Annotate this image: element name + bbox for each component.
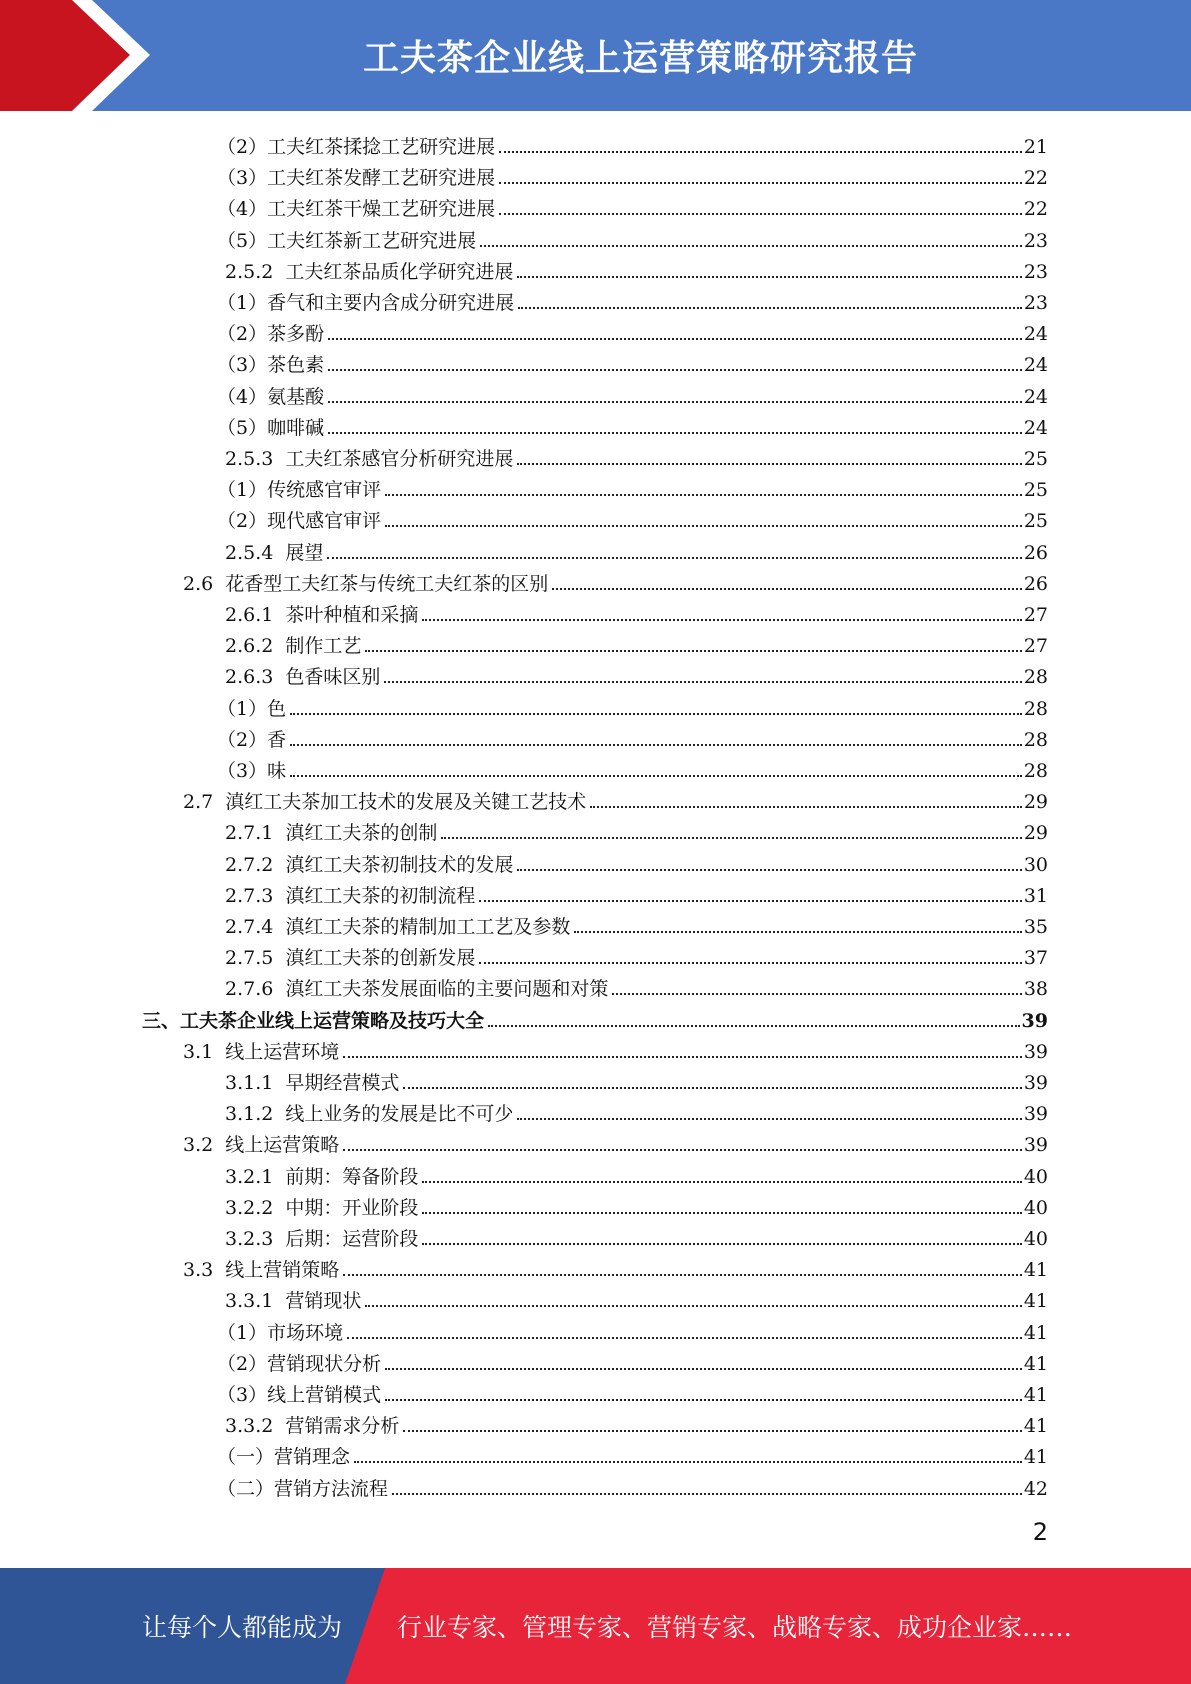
toc-entry-label: 3.2.1 前期：筹备阶段 — [225, 1165, 419, 1188]
toc-entry-page: 23 — [1023, 229, 1048, 252]
toc-entry-page: 26 — [1023, 541, 1048, 564]
toc-entry[interactable] — [217, 721, 1048, 752]
toc-entry-label: （2）营销现状分析 — [217, 1352, 382, 1375]
toc-entry[interactable] — [225, 1220, 1048, 1251]
toc-entry-page: 39 — [1023, 1103, 1048, 1126]
toc-entry[interactable] — [217, 222, 1048, 253]
toc-entry-label: 2.6.3 色香味区别 — [225, 666, 381, 689]
toc-leader-dots — [328, 401, 1022, 403]
toc-entry-label: 3.3.1 营销现状 — [225, 1290, 362, 1313]
toc-entry-page: 31 — [1023, 884, 1048, 907]
toc-entry-page: 28 — [1023, 666, 1048, 689]
toc-entry-label: 3.3.2 营销需求分析 — [225, 1415, 400, 1438]
toc-entry-label: 2.6 花香型工夫红茶与传统工夫红茶的区别 — [183, 572, 549, 595]
toc-leader-dots — [328, 338, 1022, 340]
toc-entry[interactable] — [225, 970, 1048, 1001]
toc-entry-page: 39 — [1023, 1072, 1048, 1094]
toc-entry-page: 22 — [1023, 167, 1048, 190]
toc-entry-label: 2.7.4 滇红工夫茶的精制加工工艺及参数 — [225, 916, 571, 938]
toc-leader-dots — [479, 962, 1021, 964]
toc-entry[interactable] — [225, 846, 1048, 877]
toc-leader-dots — [499, 151, 1022, 153]
toc-entry[interactable] — [225, 1095, 1048, 1126]
toc-entry-label: （一）营销理念 — [217, 1446, 351, 1469]
toc-entry-label: （二）营销方法流程 — [217, 1477, 389, 1500]
toc-leader-dots — [403, 1087, 1021, 1089]
toc-entry[interactable] — [217, 159, 1048, 190]
toc-entry[interactable] — [183, 1251, 1048, 1282]
toc-entry[interactable] — [217, 471, 1048, 502]
toc-entry-label: （2）工夫红茶揉捻工艺研究进展 — [217, 136, 496, 158]
toc-entry-page: 23 — [1023, 292, 1048, 314]
toc-entry[interactable] — [225, 627, 1048, 658]
toc-leader-dots — [384, 681, 1021, 683]
toc-entry-label: （1）市场环境 — [217, 1321, 344, 1344]
toc-entry-page: 25 — [1023, 510, 1048, 533]
toc-leader-dots — [499, 182, 1022, 184]
toc-entry-label: 2.6.1 茶叶种植和采摘 — [225, 604, 419, 626]
report-title: 工夫茶企业线上运营策略研究报告 — [362, 38, 918, 79]
toc-entry-label: （2）香 — [217, 728, 287, 751]
toc-entry-label: 2.7.2 滇红工夫茶初制技术的发展 — [225, 853, 514, 876]
toc-entry-label: 2.7.1 滇红工夫茶的创制 — [225, 822, 438, 845]
toc-leader-dots — [347, 1337, 1022, 1339]
toc-entry-label: 3.1.1 早期经营模式 — [225, 1072, 400, 1094]
toc-leader-dots — [385, 525, 1022, 527]
toc-entry-label: （3）线上营销模式 — [217, 1384, 382, 1406]
toc-entry[interactable] — [225, 814, 1048, 845]
toc-leader-dots — [365, 650, 1021, 652]
toc-entry[interactable] — [217, 1438, 1048, 1469]
toc-entry-label: 2.7.3 滇红工夫茶的初制流程 — [225, 884, 476, 907]
toc-entry-page: 23 — [1023, 260, 1048, 283]
toc-leader-dots — [343, 1274, 1022, 1276]
toc-entry-page: 40 — [1023, 1165, 1048, 1188]
toc-entry-page: 41 — [1023, 1446, 1048, 1469]
toc-entry-page: 38 — [1023, 978, 1048, 1001]
toc-leader-dots — [480, 245, 1022, 247]
toc-entry-label: （3）工夫红茶发酵工艺研究进展 — [217, 167, 496, 190]
toc-leader-dots — [328, 369, 1022, 371]
toc-entry[interactable] — [217, 346, 1048, 377]
toc-entry[interactable] — [183, 1126, 1048, 1157]
footer-slogan-left: 让每个人都能成为 — [142, 1613, 343, 1642]
toc-entry[interactable] — [225, 1064, 1048, 1095]
toc-entry[interactable] — [183, 565, 1048, 596]
toc-entry[interactable] — [217, 1314, 1048, 1345]
toc-leader-dots — [385, 494, 1022, 496]
toc-leader-dots — [327, 557, 1021, 559]
toc-entry-page: 41 — [1023, 1384, 1048, 1406]
toc-leader-dots — [590, 806, 1022, 808]
toc-entry-label: （5）咖啡碱 — [217, 416, 325, 439]
toc-entry[interactable] — [225, 253, 1048, 284]
toc-entry-label: 2.5.4 展望 — [225, 541, 324, 564]
footer-slogan-right: 行业专家、管理专家、营销专家、战略专家、成功企业家…… — [397, 1613, 1073, 1642]
toc-entry-page: 24 — [1023, 354, 1048, 377]
toc-entry-page: 40 — [1023, 1196, 1048, 1219]
toc-entry[interactable] — [142, 1002, 1048, 1033]
toc-entry-label: 3.1.2 线上业务的发展是比不可少 — [225, 1103, 514, 1126]
toc-entry[interactable] — [183, 783, 1048, 814]
toc-entry-label: 3.2 线上运营策略 — [183, 1134, 340, 1157]
toc-entry-page: 25 — [1023, 448, 1048, 470]
toc-entry-page: 27 — [1023, 604, 1048, 626]
toc-entry-page: 40 — [1023, 1228, 1048, 1250]
toc-leader-dots — [422, 1243, 1021, 1245]
toc-entry-page: 42 — [1023, 1477, 1048, 1500]
toc-entry-page: 37 — [1023, 947, 1048, 970]
toc-leader-dots — [422, 1212, 1021, 1214]
page-header — [0, 0, 1191, 111]
toc-entry[interactable] — [183, 1033, 1048, 1064]
toc-entry-label: （5）工夫红茶新工艺研究进展 — [217, 229, 477, 252]
toc-leader-dots — [574, 931, 1021, 933]
toc-entry-page: 26 — [1023, 572, 1048, 595]
page-number: 2 — [1032, 1518, 1048, 1546]
toc-leader-dots — [290, 713, 1022, 715]
toc-entry-page: 28 — [1023, 760, 1048, 782]
toc-entry[interactable] — [217, 128, 1048, 159]
toc-entry[interactable] — [217, 690, 1048, 721]
toc-leader-dots — [552, 588, 1022, 590]
header-red-arrow — [0, 0, 130, 111]
toc-entry-page: 28 — [1023, 697, 1048, 720]
toc-entry-label: （1）色 — [217, 697, 287, 720]
page-footer — [0, 1568, 1191, 1684]
toc-entry[interactable] — [225, 1158, 1048, 1189]
toc-entry-page: 21 — [1023, 136, 1048, 158]
toc-leader-dots — [518, 307, 1022, 309]
toc-entry[interactable] — [225, 658, 1048, 689]
toc-entry-label: 2.7 滇红工夫茶加工技术的发展及关键工艺技术 — [183, 791, 587, 814]
toc-entry-page: 41 — [1023, 1290, 1048, 1313]
toc-entry-label: （1）香气和主要内含成分研究进展 — [217, 292, 515, 314]
toc-entry-label: （4）氨基酸 — [217, 385, 325, 408]
toc-entry[interactable] — [225, 939, 1048, 970]
toc-entry-label: （3）味 — [217, 760, 287, 782]
toc-leader-dots — [385, 1399, 1022, 1401]
toc-entry-page: 24 — [1023, 385, 1048, 408]
toc-leader-dots — [441, 837, 1021, 839]
toc-entry[interactable] — [225, 1407, 1048, 1438]
toc-entry-page: 28 — [1023, 728, 1048, 751]
toc-entry[interactable] — [217, 190, 1048, 221]
toc-leader-dots — [517, 1118, 1021, 1120]
toc-entry-label: （1）传统感官审评 — [217, 479, 382, 502]
toc-entry-page: 39 — [1021, 1009, 1048, 1032]
toc-entry-page: 35 — [1023, 916, 1048, 938]
toc-entry[interactable] — [217, 1470, 1048, 1501]
toc-entry[interactable] — [225, 440, 1048, 471]
toc-entry-page: 24 — [1023, 416, 1048, 439]
toc-leader-dots — [479, 900, 1021, 902]
toc-leader-dots — [422, 619, 1021, 621]
toc-entry-page: 39 — [1023, 1040, 1048, 1063]
toc-entry-page: 41 — [1023, 1321, 1048, 1344]
toc-entry-label: 2.6.2 制作工艺 — [225, 635, 362, 658]
toc-entry-label: 2.7.6 滇红工夫茶发展面临的主要问题和对策 — [225, 978, 609, 1001]
toc-entry-label: 2.7.5 滇红工夫茶的创新发展 — [225, 947, 476, 970]
toc-entry-page: 29 — [1023, 791, 1048, 814]
toc-leader-dots — [499, 213, 1022, 215]
toc-leader-dots — [422, 1181, 1021, 1183]
toc-entry[interactable] — [217, 378, 1048, 409]
toc-entry-label: 3.3 线上营销策略 — [183, 1259, 340, 1282]
toc-entry-label: （4）工夫红茶干燥工艺研究进展 — [217, 198, 496, 221]
toc-leader-dots — [488, 1025, 1020, 1027]
toc-entry-label: （2）茶多酚 — [217, 323, 325, 346]
toc-entry-page: 41 — [1023, 1415, 1048, 1438]
toc-entry-label: 3.1 线上运营环境 — [183, 1040, 340, 1063]
toc-entry[interactable] — [225, 1282, 1048, 1313]
toc-leader-dots — [403, 1430, 1021, 1432]
toc-entry-label: 3.2.2 中期：开业阶段 — [225, 1196, 419, 1219]
toc-leader-dots — [517, 276, 1021, 278]
toc-entry-label: （2）现代感官审评 — [217, 510, 382, 533]
toc-entry-label: 2.5.2 工夫红茶品质化学研究进展 — [225, 260, 514, 283]
toc-entry[interactable] — [217, 409, 1048, 440]
toc-entry[interactable] — [225, 596, 1048, 627]
toc-entry[interactable] — [225, 1189, 1048, 1220]
toc-entry-label: （3）茶色素 — [217, 354, 325, 377]
toc-leader-dots — [365, 1305, 1021, 1307]
toc-entry-label: 三、工夫茶企业线上运营策略及技巧大全 — [142, 1009, 485, 1032]
toc-leader-dots — [328, 432, 1022, 434]
toc-entry[interactable] — [217, 315, 1048, 346]
toc-entry[interactable] — [217, 1345, 1048, 1376]
toc-entry-page: 24 — [1023, 323, 1048, 346]
toc-entry-page: 27 — [1023, 635, 1048, 658]
toc-leader-dots — [517, 463, 1021, 465]
toc-leader-dots — [290, 775, 1022, 777]
toc-entry[interactable] — [225, 877, 1048, 908]
toc-entry[interactable] — [217, 1376, 1048, 1407]
toc-entry-page: 25 — [1023, 479, 1048, 502]
toc-entry-page: 39 — [1023, 1134, 1048, 1157]
toc-entry-label: 2.5.3 工夫红茶感官分析研究进展 — [225, 448, 514, 470]
toc-leader-dots — [343, 1056, 1022, 1058]
toc-entry[interactable] — [217, 502, 1048, 533]
toc-entry-page: 29 — [1023, 822, 1048, 845]
toc-leader-dots — [517, 869, 1021, 871]
toc-leader-dots — [343, 1149, 1022, 1151]
toc-entry[interactable] — [217, 284, 1048, 315]
toc-leader-dots — [612, 993, 1021, 995]
toc-leader-dots — [354, 1461, 1022, 1463]
toc-entry-page: 41 — [1023, 1352, 1048, 1375]
toc-entry-page: 22 — [1023, 198, 1048, 221]
toc-leader-dots — [392, 1493, 1022, 1495]
toc-entry[interactable] — [217, 752, 1048, 783]
toc-entry[interactable] — [225, 908, 1048, 939]
toc-entry[interactable] — [225, 534, 1048, 565]
toc-entry-page: 30 — [1023, 853, 1048, 876]
toc-leader-dots — [385, 1368, 1022, 1370]
toc-entry-page: 41 — [1023, 1259, 1048, 1282]
toc-leader-dots — [290, 744, 1022, 746]
toc-entry-label: 3.2.3 后期：运营阶段 — [225, 1228, 419, 1250]
